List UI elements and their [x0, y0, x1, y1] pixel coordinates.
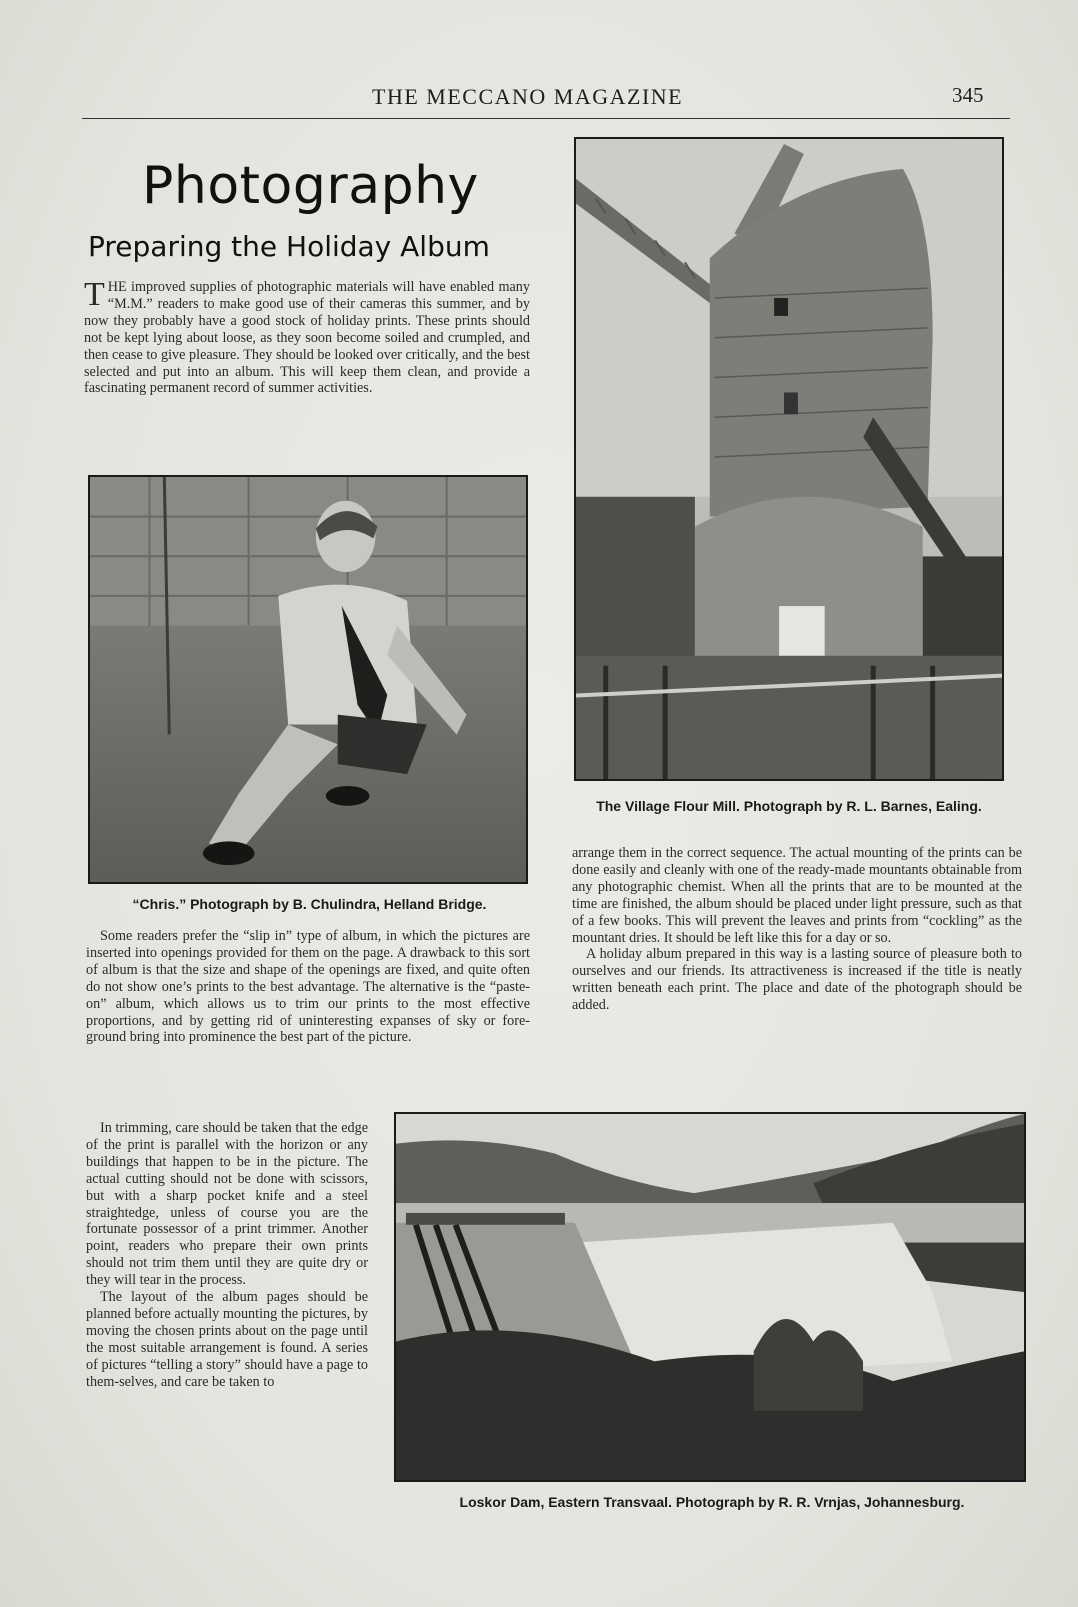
intro-paragraph: [84, 276, 530, 397]
photo-loskor-dam-image: [396, 1114, 1024, 1480]
narrow-column-text: [86, 1120, 368, 1391]
photo-loskor-dam: [394, 1112, 1026, 1482]
narrow-column-paragraph-2: The layout of the album pages should be planned before actually mounting the pictures, by moving the chosen prints about on the page until the most suitable arrangement is found. A series of pictures “telling a story” should have a page to them-selves, and care be taken to: [86, 1289, 368, 1390]
right-column-text: [572, 845, 1022, 1014]
left-column-text: [86, 928, 530, 1046]
intro-text: HE improved supplies of photographic materials will have enabled many “M.M.” readers to make good use of their cameras this summer, and by now they probably have a good stock of holiday prints. These prints should not be kept lying about loose, as they soon become soiled and crumpled, and then cease to give pleasure. They should be looked over critically, and the best selected and put into an album. This will keep them clean, and provide a fascinating permanent record of summer activities.: [84, 279, 530, 397]
photo-windmill-image: [576, 139, 1002, 779]
photo-chris-image: [90, 477, 526, 882]
photo-windmill-caption: The Village Flour Mill. Photograph by R. L. Barnes, Ealing.: [596, 798, 982, 814]
photo-chris: [88, 475, 528, 884]
photo-loskor-dam-caption: Loskor Dam, Eastern Transvaal. Photograph by R. R. Vrnjas, Johannesburg.: [459, 1494, 965, 1510]
photo-chris-caption: “Chris.” Photograph by B. Chulindra, Helland Bridge.: [132, 896, 487, 912]
photo-windmill: [574, 137, 1004, 781]
right-column-paragraph-1: arrange them in the correct sequence. The actual mounting of the prints can be done easily and cleanly with one of the ready-made mountants obtainable from any photographic chemist. When all the prints that are to be mounted at the time are finished, the album should be placed under light pressure, such as that of a few books. This will prevent the leaves and prints from “cockling” as the mountant dries. It should be left like this for a day or so.: [572, 845, 1022, 946]
left-column-paragraph: Some readers prefer the “slip in” type of album, in which the pictures are inserted into openings provided for them on the page. A drawback to this sort of album is that the size and shape of the openings are fixed, and quite often do not show one’s prints to the best advantage. The alternative is the “paste-on” album, which allows us to trim our prints to the most effective proportions, and by getting rid of uninteresting expanses of sky or fore-ground bring into prominence the best part of the picture.: [86, 928, 530, 1046]
drop-cap: T: [84, 276, 105, 313]
magazine-title: THE MECCANO MAGAZINE: [372, 84, 684, 109]
article-title: Photography: [142, 156, 479, 216]
page-number: 345: [952, 83, 984, 107]
right-column-paragraph-2: A holiday album prepared in this way is a lasting source of pleasure both to ourselves and our friends. Its attractiveness is increased if the title is neatly written beneath each print. The place and date of the photograph should be added.: [572, 946, 1022, 1014]
narrow-column-paragraph-1: In trimming, care should be taken that the edge of the print is parallel with the horizon or any buildings that happen to be in the picture. The actual cutting should not be done with scissors, but with a sharp pocket knife and a steel straightedge, unless of course you are the fortunate possessor of a print trimmer. Another point, readers who prepare their own prints should not trim them until they are quite dry or they will tear in the process.: [86, 1120, 368, 1289]
header-divider: [82, 118, 1010, 119]
article-subtitle: Preparing the Holiday Album: [88, 230, 490, 263]
